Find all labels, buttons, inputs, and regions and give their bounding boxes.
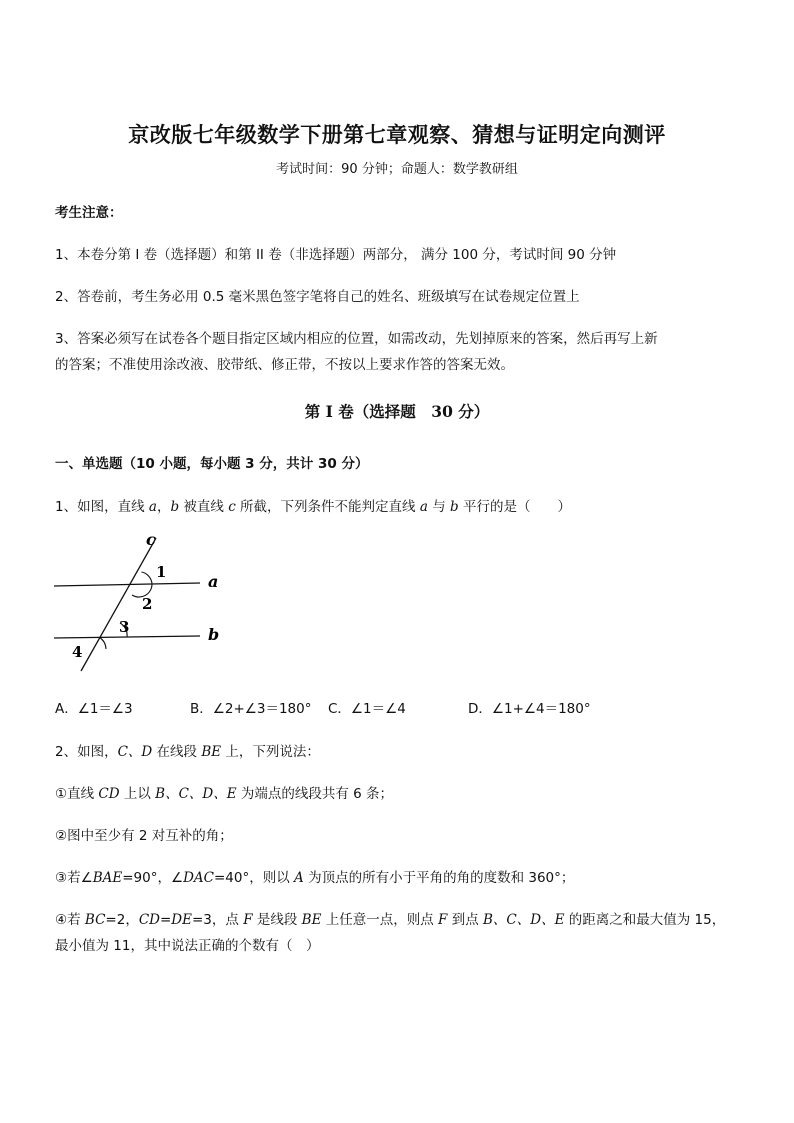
statement-3: ③若∠BAE=90°，∠DAC=40°，则以 A 为顶点的所有小于平角的角的度数和 360°； (55, 870, 575, 886)
option-a[interactable]: A．∠1＝∠3 (55, 701, 133, 717)
option-c[interactable]: C．∠1＝∠4 (328, 701, 406, 717)
notice-item-2: 2、答卷前，考生务必用 0.5 毫米黑色签字笔将自己的姓名、班级填写在试卷规定位置上 (55, 289, 580, 305)
notice-item-3-line-2: 的答案；不准使用涂改液、胶带纸、修正带，不按以上要求作答的答案无效。 (55, 357, 514, 373)
statement-1: ①直线 CD 上以 B、C、D、E 为端点的线段共有 6 条； (55, 786, 394, 802)
question-2-stem: 2、如图，C、D 在线段 BE 上，下列说法： (55, 744, 320, 760)
option-d[interactable]: D．∠1+∠4＝180° (468, 701, 591, 717)
angle-1-label: 1 (156, 563, 167, 581)
label-b: b (208, 625, 220, 644)
notice-item-3-line-1: 3、答案必须写在试卷各个题目指定区域内相应的位置，如需改动，先划掉原来的答案，然后再写上新 (55, 331, 658, 347)
angle-2-label: 2 (142, 595, 153, 613)
question-1-figure (50, 525, 240, 680)
label-a: a (208, 572, 219, 591)
notice-heading: 考生注意： (55, 205, 123, 221)
label-c: c (146, 530, 156, 549)
statement-4: ④若 BC=2，CD=DE=3，点 F 是线段 BE 上任意一点，则点 F 到点 B、C、D、E 的距离之和最大值为 15， (55, 912, 726, 928)
angle-3-label: 3 (119, 618, 130, 636)
page-title: 京改版七年级数学下册第七章观察、猜想与证明定向测评 (128, 122, 666, 147)
part-heading: 一、单选题（10 小题，每小题 3 分，共计 30 分） (55, 456, 369, 472)
exam-info: 考试时间：90 分钟；命题人：数学教研组 (276, 162, 518, 177)
statement-2: ②图中至少有 2 对互补的角； (55, 828, 233, 844)
angle-1-arc (142, 572, 153, 584)
line-a (54, 583, 200, 586)
section-title: 第 I 卷（选择题 30 分） (304, 402, 490, 421)
angle-4-arc (99, 637, 106, 649)
notice-item-1: 1、本卷分第 I 卷（选择题）和第 II 卷（非选择题）两部分， 满分 100 分，考试时间 90 分钟 (55, 247, 617, 263)
question-1-stem: 1、如图，直线 a，b 被直线 c 所截，下列条件不能判定直线 a 与 b 平行的是（ ） (55, 499, 571, 515)
statement-4-line-2: 最小值为 11，其中说法正确的个数有（ ） (55, 938, 320, 954)
angle-4-label: 4 (72, 643, 83, 661)
option-b[interactable]: B．∠2+∠3＝180° (190, 701, 312, 717)
